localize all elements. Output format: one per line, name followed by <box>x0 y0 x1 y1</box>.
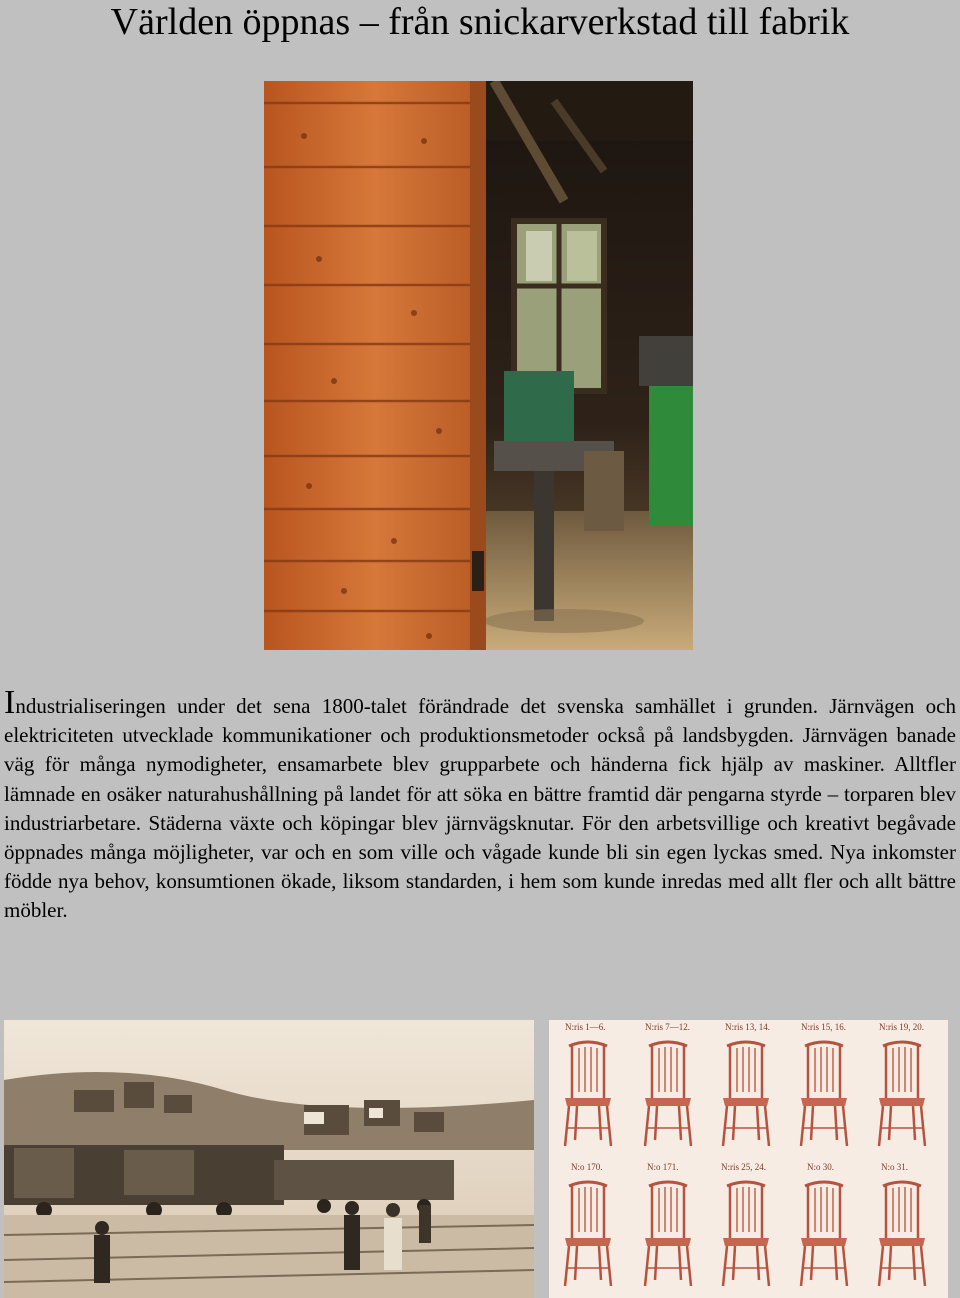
chair-label: N:o 30. <box>807 1162 834 1172</box>
drop-cap: I <box>4 684 16 721</box>
catalogue-row-1 <box>565 1022 925 1146</box>
chair-label: N:o 170. <box>571 1162 603 1172</box>
railway-yard-photo <box>4 1020 534 1298</box>
chair-label: N:ris 25, 24. <box>721 1162 766 1172</box>
chair-label: N:ris 1—6. <box>565 1022 606 1032</box>
catalogue-row-2 <box>565 1162 925 1286</box>
body-paragraph <box>4 684 956 926</box>
chair-label: N:ris 15, 16. <box>801 1022 846 1032</box>
page-title: Världen öppnas – från snickarverkstad till fabrik <box>110 1 850 43</box>
chair-label: N:ris 7—12. <box>645 1022 690 1032</box>
chair-label: N:o 31. <box>881 1162 908 1172</box>
workshop-photo <box>264 81 693 650</box>
chair-label: N:o 171. <box>647 1162 679 1172</box>
body-text: ndustrialiseringen under det sena 1800-talet förändrade det svenska samhället i grunden. Järnvägen och elektriciteten utvecklade kommunikationer och produktionsmetoder också på landsbygden. Järnvägen banade väg för många nymodigheter, ensamarbete blev grupparbete och händerna fick hjälp av maskiner. Alltfler lämnade en osäker naturahushållning på landet för att söka en bättre framtid där pengarna styrde – torparen blev industriarbetare. Städerna växte och köpingar blev järnvägsknutar. För den arbetsvillige och kreativt begåvade öppnades många möjligheter, var och en som ville och vågade kunde bli sin egen lyckas smed. Nya inkomster födde nya behov, konsumtionen ökade, liksom standarden, i hem som kunde inredas med allt fler och allt bättre möbler. <box>4 694 956 923</box>
chair-label: N:ris 19, 20. <box>879 1022 924 1032</box>
chair-label: N:ris 13, 14. <box>725 1022 770 1032</box>
chair-catalogue-image <box>549 1020 948 1298</box>
